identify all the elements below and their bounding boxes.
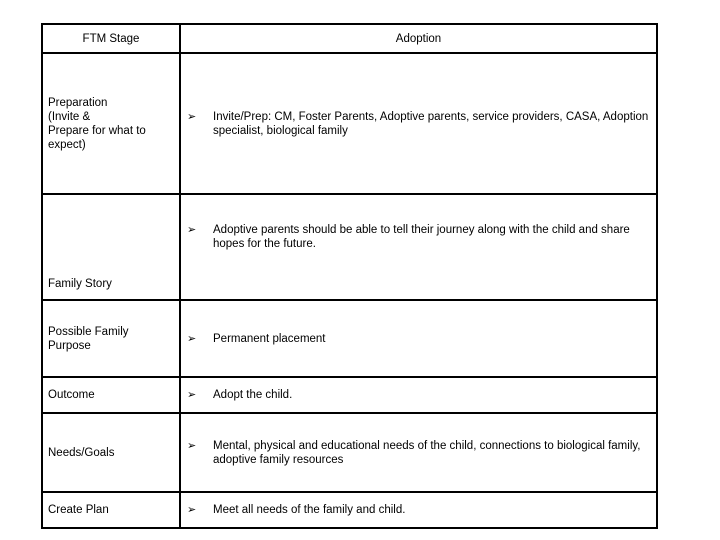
stage-cell: Family Story	[42, 194, 180, 300]
adoption-cell: ➢ Meet all needs of the family and child.	[180, 492, 657, 528]
table-row	[42, 377, 657, 413]
arrow-bullet-icon: ➢	[187, 109, 197, 123]
adoption-cell: ➢ Invite/Prep: CM, Foster Parents, Adoptive parents, service providers, CASA, Adoption specialist, biological family	[180, 53, 657, 194]
stage-cell: Needs/Goals	[42, 413, 180, 492]
stage-cell: Create Plan	[42, 492, 180, 528]
table-row	[42, 53, 657, 194]
stage-cell: Outcome	[42, 377, 180, 413]
ftm-stage-header: FTM Stage	[42, 24, 180, 53]
arrow-bullet-icon: ➢	[187, 438, 197, 452]
table-row	[42, 413, 657, 492]
arrow-bullet-icon: ➢	[187, 331, 197, 345]
header-row	[42, 24, 657, 53]
ftm-adoption-table	[41, 23, 658, 529]
arrow-bullet-icon: ➢	[187, 503, 197, 516]
adoption-cell: ➢ Mental, physical and educational needs of the child, connections to biological family, adoptive family resources	[180, 413, 657, 492]
adoption-cell: ➢ Permanent placement	[180, 300, 657, 377]
arrow-bullet-icon: ➢	[187, 388, 197, 401]
stage-cell: Preparation (Invite & Prepare for what to expect)	[42, 53, 180, 194]
arrow-bullet-icon: ➢	[187, 223, 197, 236]
adoption-header: Adoption	[180, 24, 657, 53]
adoption-cell: ➢ Adoptive parents should be able to tell their journey along with the child and share hopes for the future.	[180, 194, 657, 300]
table-row	[42, 492, 657, 528]
stage-cell: Possible Family Purpose	[42, 300, 180, 377]
adoption-cell: ➢ Adopt the child.	[180, 377, 657, 413]
table-row	[42, 300, 657, 377]
table-row	[42, 194, 657, 300]
